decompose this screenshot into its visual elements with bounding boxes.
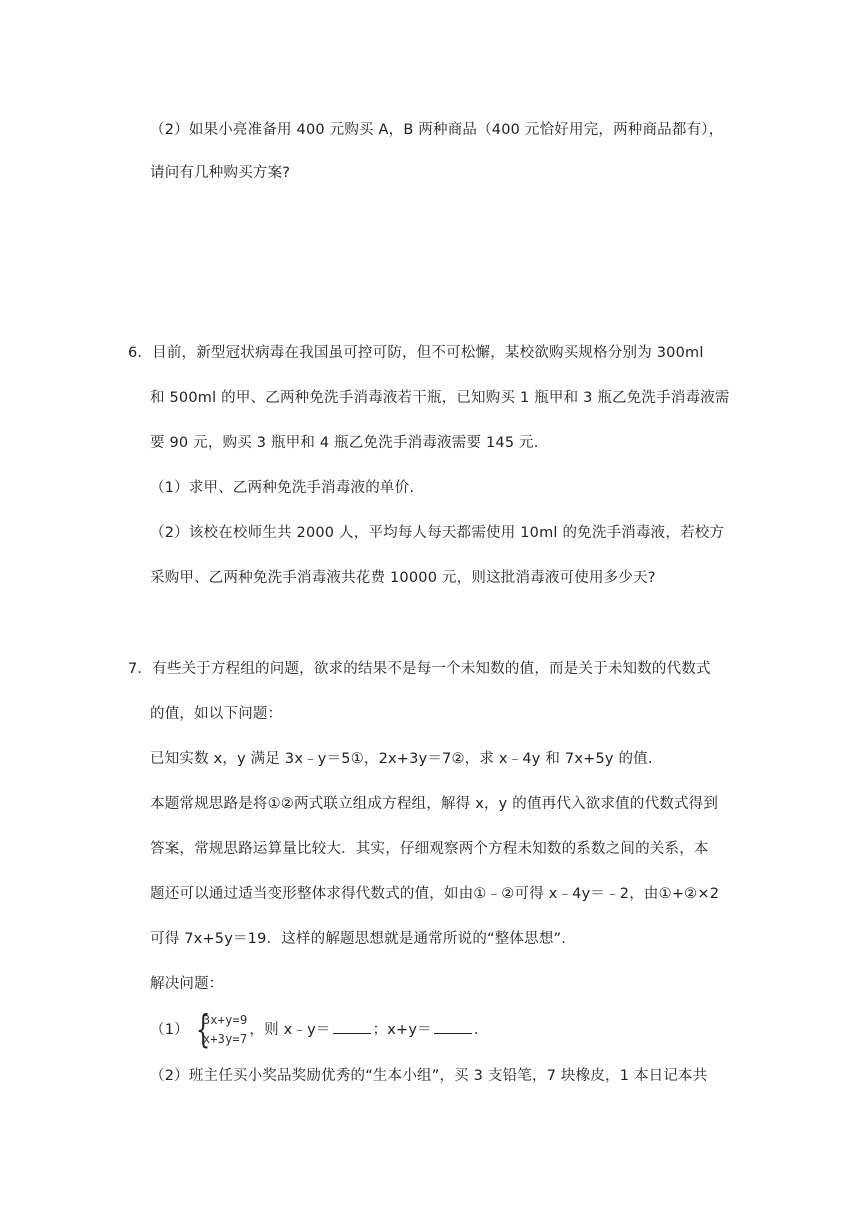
q7-line6: 题还可以通过适当变形整体求得代数式的值，如由①﹣②可得 x﹣4y＝﹣2，由①+②×2 — [150, 886, 720, 902]
system-equation-1: 3x+y=9 — [202, 1013, 248, 1027]
system-equation-2: x+3y=7 — [202, 1032, 248, 1046]
q6-line3: 要 90 元，购买 3 瓶甲和 4 瓶乙免洗手消毒液需要 145 元. — [150, 435, 539, 451]
q7-line1: 7．有些关于方程组的问题，欲求的结果不是每一个未知数的值，而是关于未知数的代数式 — [128, 661, 711, 677]
q7-part1-prefix: （1） — [150, 1022, 189, 1038]
q5-part2-line1: （2）如果小亮准备用 400 元购买 A，B 两种商品（400 元恰好用完，两种商品都有）， — [150, 122, 724, 138]
q6-part2-line1: （2）该校在校师生共 2000 人，平均每人每天都需使用 10ml 的免洗手消毒液，若校方 — [150, 525, 725, 541]
q7-part1-sep: ；x+y＝ — [372, 1022, 432, 1038]
q7-part2-line1: （2）班主任买小奖品奖励优秀的“生本小组”，买 3 支铅笔，7 块橡皮，1 本日记本共 — [150, 1068, 708, 1084]
q7-part1-mid: ，则 x﹣y＝ — [249, 1022, 331, 1038]
q7-line4: 本题常规思路是将①②两式联立组成方程组，解得 x，y 的值再代入欲求值的代数式得到 — [150, 796, 719, 812]
q6-line1: 6．目前，新型冠状病毒在我国虽可控可防，但不可松懈，某校欲购买规格分别为 300ml — [128, 345, 704, 361]
answer-blank-1[interactable] — [333, 1019, 371, 1034]
q5-part2-line2: 请问有几种购买方案? — [150, 165, 291, 181]
q6-part1: （1）求甲、乙两种免洗手消毒液的单价. — [150, 480, 415, 496]
q7-line5: 答案，常规思路运算量比较大．其实，仔细观察两个方程未知数的系数之间的关系，本 — [150, 841, 709, 857]
left-brace-icon: { — [195, 1007, 211, 1051]
q7-part1-end: . — [473, 1022, 479, 1038]
q7-part1 — [150, 1008, 479, 1052]
answer-blank-2[interactable] — [434, 1019, 472, 1034]
q7-line7: 可得 7x+5y＝19．这样的解题思想就是通常所说的“整体思想”. — [150, 931, 567, 947]
equation-system — [191, 1007, 248, 1051]
q6-line2: 和 500ml 的甲、乙两种免洗手消毒液若干瓶，已知购买 1 瓶甲和 3 瓶乙免洗手消毒液需 — [150, 390, 730, 406]
q7-solve-label: 解决问题： — [150, 976, 224, 992]
q6-part2-line2: 采购甲、乙两种免洗手消毒液共花费 10000 元，则这批消毒液可使用多少天? — [150, 570, 656, 586]
q7-line3: 已知实数 x，y 满足 3x﹣y＝5①，2x+3y＝7②，求 x﹣4y 和 7x+5y 的值. — [150, 751, 653, 767]
q7-line2: 的值，如以下问题： — [150, 706, 283, 722]
